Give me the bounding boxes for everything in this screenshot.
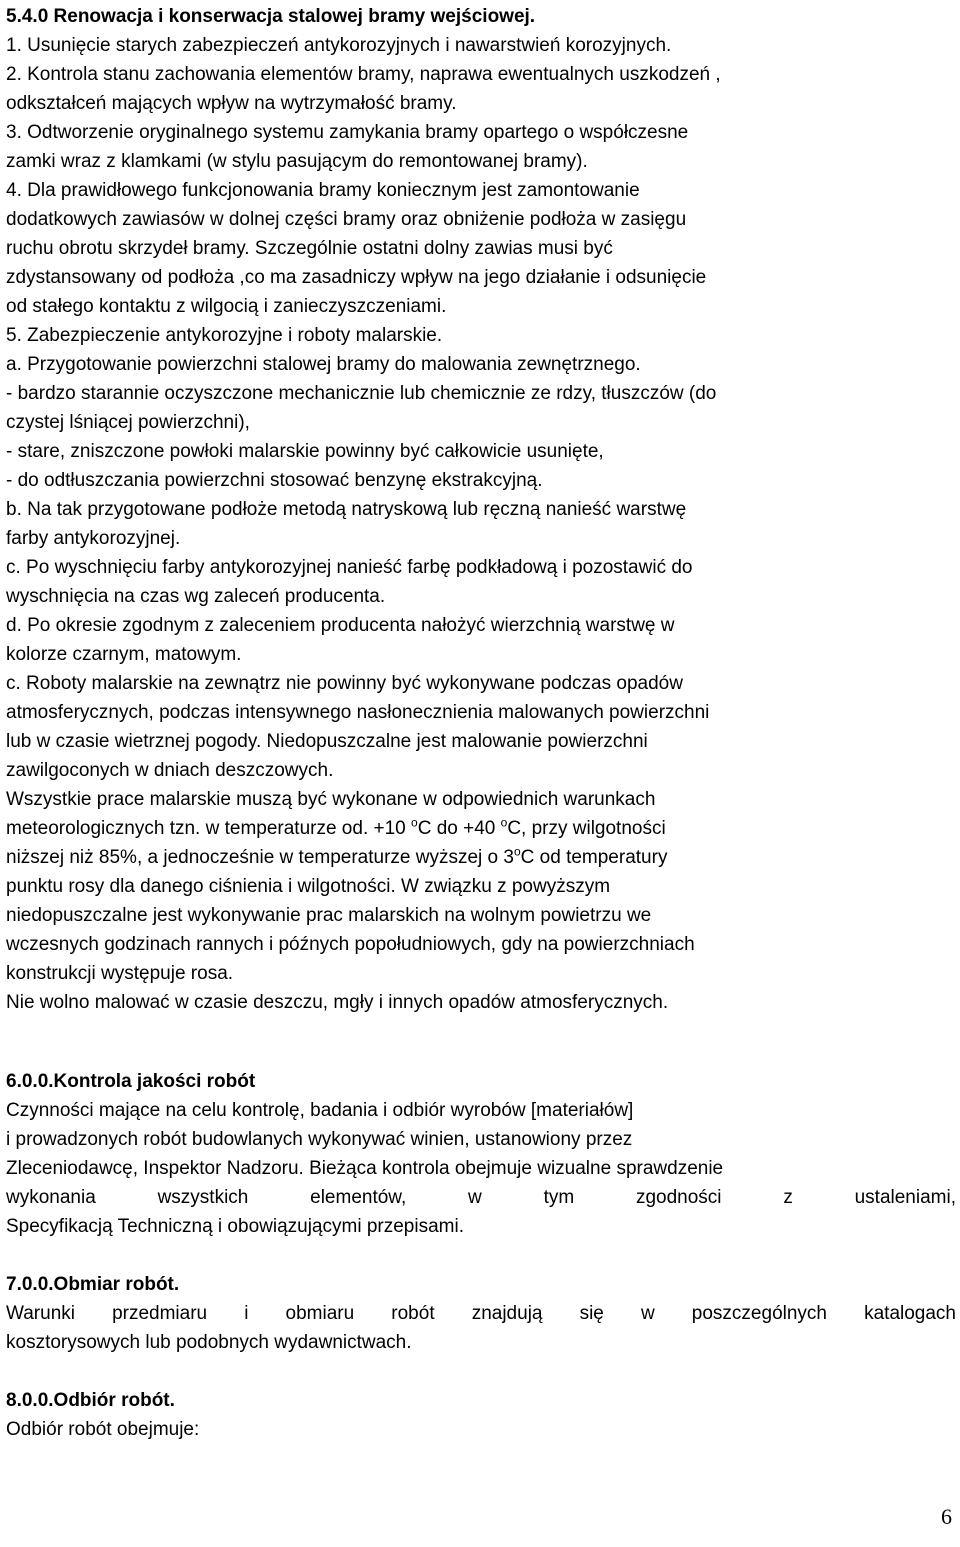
text-line: 5. Zabezpieczenie antykorozyjne i roboty malarskie. bbox=[6, 325, 443, 346]
degree-superscript: o bbox=[500, 815, 508, 830]
text-line: dodatkowych zawiasów w dolnej części bramy oraz obniżenie podłoża w zasięgu bbox=[6, 209, 687, 230]
degree-superscript: o bbox=[411, 815, 418, 830]
text-line: odkształceń mających wpływ na wytrzymałość bramy. bbox=[6, 93, 457, 114]
section-7-last-line: kosztorysowych lub podobnych wydawnictwach. bbox=[6, 1332, 412, 1353]
text-line: d. Po okresie zgodnym z zaleceniem producenta nałożyć wierzchnią warstwę w bbox=[6, 615, 675, 636]
text-line: Nie wolno malować w czasie deszczu, mgły i innych opadów atmosferycznych. bbox=[6, 992, 669, 1013]
section-6-justified bbox=[6, 1183, 956, 1212]
temperature-line-2: niższej niż 85%, a jednocześnie w temperaturze wyższej o 3$^o$C od temperatury bbox=[6, 844, 668, 868]
text-line: - do odtłuszczania powierzchni stosować benzynę ekstrakcyjną. bbox=[6, 470, 543, 491]
text-line: Czynności mające na celu kontrolę, badania i odbiór wyrobów [materiałów] bbox=[6, 1100, 634, 1121]
text-line: c. Roboty malarskie na zewnątrz nie powinny być wykonywane podczas opadów bbox=[6, 673, 683, 694]
text-line: wyschnięcia na czas wg zaleceń producenta. bbox=[6, 586, 386, 607]
text-line: wczesnych godzinach rannych i późnych popołudniowych, gdy na powierzchniach bbox=[6, 934, 695, 955]
text-line: zamki wraz z klamkami (w stylu pasującym do remontowanej bramy). bbox=[6, 151, 588, 172]
section-heading-5-4: 5.4.0 Renowacja i konserwacja stalowej bramy wejściowej. bbox=[6, 6, 536, 27]
text-line: 4. Dla prawidłowego funkcjonowania bramy koniecznym jest zamontowanie bbox=[6, 180, 640, 201]
degree-superscript: o bbox=[513, 844, 521, 859]
text-line: c. Po wyschnięciu farby antykorozyjnej nanieść farbę podkładową i pozostawić do bbox=[6, 557, 693, 578]
text-line: - stare, zniszczone powłoki malarskie powinny być całkowicie usunięte, bbox=[6, 441, 604, 462]
text-line: farby antykorozyjnej. bbox=[6, 528, 181, 549]
section-8-last-line: Odbiór robót obejmuje: bbox=[6, 1419, 200, 1440]
text-line: a. Przygotowanie powierzchni stalowej bramy do malowania zewnętrznego. bbox=[6, 354, 641, 375]
section-5-4-body-continued bbox=[6, 872, 956, 1017]
text-line: niedopuszczalne jest wykonywanie prac malarskich na wolnym powietrzu we bbox=[6, 905, 652, 926]
section-6-last-line: Specyfikacją Techniczną i obowiązującymi przepisami. bbox=[6, 1216, 464, 1237]
section-heading-7: 7.0.0.Obmiar robót. bbox=[6, 1274, 180, 1295]
text-line: zawilgoconych w dniach deszczowych. bbox=[6, 760, 334, 781]
text-line: 3. Odtworzenie oryginalnego systemu zamykania bramy opartego o współczesne bbox=[6, 122, 689, 143]
text-line: od stałego kontaktu z wilgocią i zanieczyszczeniami. bbox=[6, 296, 447, 317]
text-line: kolorze czarnym, matowym. bbox=[6, 644, 242, 665]
section-heading-6: 6.0.0.Kontrola jakości robót bbox=[6, 1071, 256, 1092]
section-7-justified bbox=[6, 1299, 956, 1328]
section-heading-8: 8.0.0.Odbiór robót. bbox=[6, 1390, 175, 1411]
temperature-line-1: meteorologicznych tzn. w temperaturze od. +10 $^o$C do +40 $^o$C, przy wilgotności bbox=[6, 815, 666, 839]
text-line: wykonania wszystkich elementów, w tym zgodności z ustaleniami, bbox=[6, 1187, 956, 1208]
text-line: b. Na tak przygotowane podłoże metodą natryskową lub ręczną nanieść warstwę bbox=[6, 499, 687, 520]
text-line: punktu rosy dla danego ciśnienia i wilgotności. W związku z powyższym bbox=[6, 876, 611, 897]
text-line: Zleceniodawcę, Inspektor Nadzoru. Bieżąca kontrola obejmuje wizualne sprawdzenie bbox=[6, 1158, 724, 1179]
text-line: i prowadzonych robót budowlanych wykonywać winien, ustanowiony przez bbox=[6, 1129, 633, 1150]
text-line: Wszystkie prace malarskie muszą być wykonane w odpowiednich warunkach bbox=[6, 789, 656, 810]
text-line: czystej lśniącej powierzchni), bbox=[6, 412, 250, 433]
text-line: lub w czasie wietrznej pogody. Niedopuszczalne jest malowanie powierzchni bbox=[6, 731, 648, 752]
document-page bbox=[6, 2, 956, 1444]
text-line: atmosferycznych, podczas intensywnego nasłonecznienia malowanych powierzchni bbox=[6, 702, 710, 723]
text-line: 1. Usunięcie starych zabezpieczeń antykorozyjnych i nawarstwień korozyjnych. bbox=[6, 35, 672, 56]
section-5-4-body bbox=[6, 31, 956, 814]
page-number: 6 bbox=[941, 1504, 952, 1529]
text-line: ruchu obrotu skrzydeł bramy. Szczególnie ostatni dolny zawias musi być bbox=[6, 238, 613, 259]
text-line: Warunki przedmiaru i obmiaru robót znajdują się w poszczególnych katalogach bbox=[6, 1303, 956, 1324]
text-line: zdystansowany od podłoża ,co ma zasadniczy wpływ na jego działanie i odsunięcie bbox=[6, 267, 707, 288]
text-line: konstrukcji występuje rosa. bbox=[6, 963, 234, 984]
text-line: - bardzo starannie oczyszczone mechanicznie lub chemicznie ze rdzy, tłuszczów (do bbox=[6, 383, 717, 404]
section-6-body bbox=[6, 1096, 956, 1183]
text-line: 2. Kontrola stanu zachowania elementów bramy, naprawa ewentualnych uszkodzeń , bbox=[6, 64, 721, 85]
